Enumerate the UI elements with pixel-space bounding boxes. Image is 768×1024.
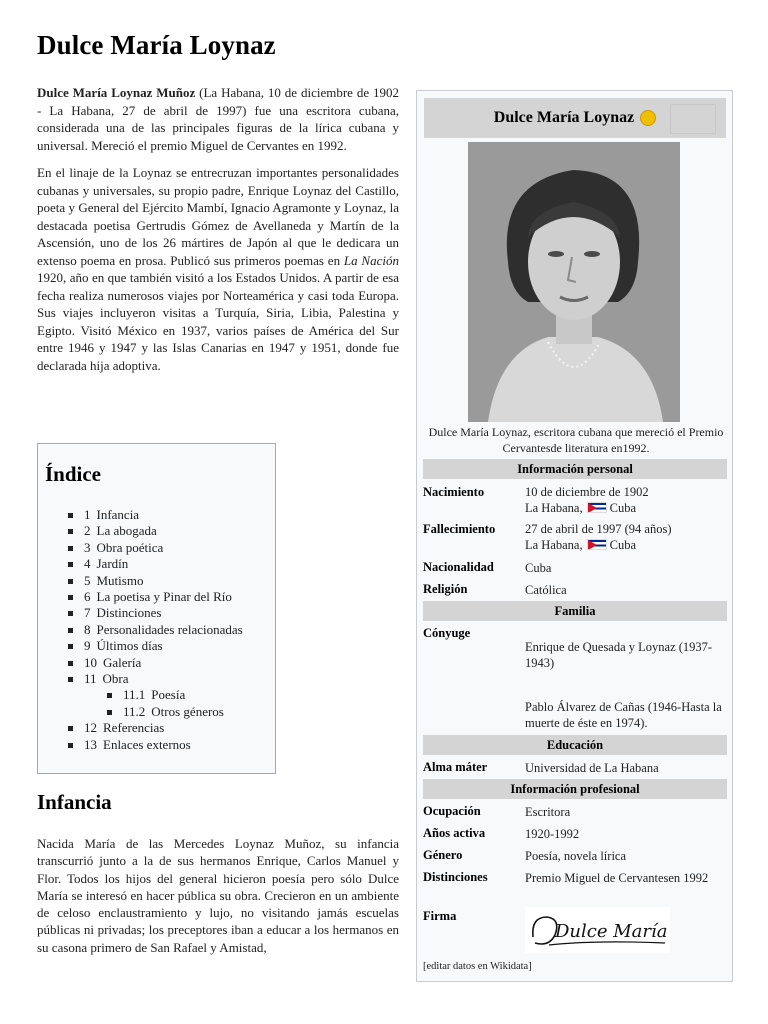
nacionalidad-label: Nacionalidad xyxy=(423,560,494,574)
toc-item-referencias[interactable] xyxy=(68,720,275,736)
conyuge-2[interactable]: Pablo Álvarez de Cañas (1946-Hasta la muerte de éste en 1974). xyxy=(525,700,722,731)
toc-number: 10 xyxy=(84,654,97,670)
fallecimiento-date: 27 de abril de 1997 (94 años) xyxy=(525,522,672,536)
intro-bold-name: Dulce María Loynaz Muñoz xyxy=(37,85,196,100)
genero-value[interactable]: Poesía, novela lírica xyxy=(525,849,627,863)
table-of-contents xyxy=(37,443,276,774)
toc-number: 9 xyxy=(84,638,91,654)
toc-sublist xyxy=(84,687,275,720)
signature-drawing xyxy=(525,907,670,953)
alma-mater-value[interactable]: Universidad de La Habana xyxy=(525,761,659,775)
toc-item-obra-poetica[interactable] xyxy=(68,540,275,556)
familia-header: Familia xyxy=(423,601,727,621)
infobox-title-bar xyxy=(424,98,726,138)
toc-label: Referencias xyxy=(103,720,165,736)
cuba-flag-icon xyxy=(587,502,607,513)
intro-text xyxy=(37,84,399,384)
fallecimiento-place-line xyxy=(525,537,725,553)
distinciones-value[interactable]: Premio Miguel de Cervantesen 1992 xyxy=(525,871,709,885)
infobox-title: Dulce María Loynaz xyxy=(493,109,635,126)
toc-number: 13 xyxy=(84,736,97,752)
intro-paragraph-2 xyxy=(37,164,399,374)
toc-number: 11 xyxy=(84,671,97,687)
toc-label: Otros géneros xyxy=(151,703,224,719)
section-text-infancia: Nacida María de las Mercedes Loynaz Muñoz, su infancia transcurrió junto a la de sus hermanos Enrique, Carlos Manuel y Flor. Todos los hijos del general hicieron poesía pero sólo Dulce María se interesó en hacer pública su obra. Crecieron en un ambiente de celoso enclaustramiento y lujo, no visitando jamás escuelas públicas ni privadas; los preceptores iban a educar a los hermanos en su casona primero de San Rafael y Amistad, xyxy=(37,836,399,955)
toc-label: Mutismo xyxy=(96,572,144,588)
distinciones-label: Distinciones xyxy=(423,870,488,884)
toc-item-ultimos-dias[interactable] xyxy=(68,638,275,654)
toc-label: Últimos días xyxy=(96,638,163,654)
la-nacion-link[interactable]: La Nación xyxy=(343,252,399,268)
toc-label: Obra poética xyxy=(96,539,164,555)
signature-image[interactable] xyxy=(525,907,670,953)
nacimiento-value xyxy=(525,484,725,517)
religion-value[interactable]: Católica xyxy=(525,583,567,597)
toc-label: La abogada xyxy=(96,523,157,539)
toc-number: 7 xyxy=(84,605,91,621)
toc-item-personalidades[interactable] xyxy=(68,622,275,638)
fallecimiento-place[interactable]: La Habana, xyxy=(525,538,583,553)
ocupacion-label: Ocupación xyxy=(423,804,481,818)
toc-number: 8 xyxy=(84,621,91,637)
fallecimiento-country[interactable]: Cuba xyxy=(609,538,636,553)
religion-label: Religión xyxy=(423,582,468,596)
intro-paragraph-1 xyxy=(37,84,399,154)
alma-mater-label: Alma máter xyxy=(423,760,488,774)
toc-item-enlaces-externos[interactable] xyxy=(68,737,275,753)
nacimiento-label: Nacimiento xyxy=(423,485,485,499)
toc-label: Jardín xyxy=(96,556,129,572)
toc-list xyxy=(45,507,275,753)
toc-label: Obra xyxy=(102,671,129,687)
toc-item-obra[interactable] xyxy=(68,671,275,720)
anos-activa-label: Años activa xyxy=(423,826,486,840)
ocupacion-value[interactable]: Escritora xyxy=(525,805,571,819)
conyuge-label: Cónyuge xyxy=(423,626,471,640)
firma-label: Firma xyxy=(423,909,457,923)
toc-item-poetisa-pinar[interactable] xyxy=(68,589,275,605)
toc-number: 11.2 xyxy=(123,703,146,719)
portrait-caption: Dulce María Loynaz, escritora cubana que mereció el Premio Cervantesde literatura en1992. xyxy=(428,425,724,455)
intro-p2-before: En el linaje de la Loynaz se entrecruzan importantes personalidades cubanas y universales, su propio padre, Enrique Loynaz del Castillo, poeta y General del Ejército Mambí, Ignacio Agramonte y Loynaz, la destacada poetisa Gertrudis Gómez de Avellaneda y Martín de la Ascensión, uno de los 26 mártires de Japón al que le dedicara un extenso poema en prosa. Publicó sus primeros poemas en xyxy=(37,165,399,268)
toc-label: Distinciones xyxy=(96,605,162,621)
featured-star-icon xyxy=(640,110,656,126)
genero-label: Género xyxy=(423,848,463,862)
toc-number: 3 xyxy=(84,539,91,555)
anos-activa-value: 1920-1992 xyxy=(525,827,580,841)
toc-label: La poetisa y Pinar del Río xyxy=(96,589,232,605)
toc-item-jardin[interactable] xyxy=(68,556,275,572)
fallecimiento-label: Fallecimiento xyxy=(423,522,496,536)
nacionalidad-value[interactable]: Cuba xyxy=(525,561,552,575)
toc-item-otros-generos[interactable] xyxy=(107,704,275,720)
cuba-flag-icon xyxy=(587,539,607,550)
toc-label: Enlaces externos xyxy=(103,736,191,752)
toc-label: Personalidades relacionadas xyxy=(96,621,243,637)
nacimiento-date: 10 de diciembre de 1902 xyxy=(525,485,649,499)
portrait-drawing xyxy=(468,142,680,422)
toc-heading: Índice xyxy=(45,462,102,486)
conyuge-1[interactable]: Enrique de Quesada y Loynaz (1937-1943) xyxy=(525,640,713,671)
book-watermark-icon xyxy=(670,104,716,134)
toc-item-la-abogada[interactable] xyxy=(68,523,275,539)
toc-item-galeria[interactable] xyxy=(68,655,275,671)
toc-number: 5 xyxy=(84,572,91,588)
intro-p2-after: 1920, año en que también visitó a los Estados Unidos. A partir de esa fecha realiza numerosos viajes por Norteamérica y casi toda Europa. Sus viajes incluyeron visitas a Turquía, Siria, Libia, Palestina y Egipto. Visitó México en 1937, varios países de América del Sur entre 1946 y 1947 y las Islas Canarias en 1947 y 1951, donde fue declarada hija adoptiva. xyxy=(37,270,399,373)
toc-number: 6 xyxy=(84,589,91,605)
toc-number: 1 xyxy=(84,507,91,522)
toc-number: 12 xyxy=(84,720,97,736)
infobox xyxy=(416,90,733,982)
toc-item-poesia[interactable] xyxy=(107,687,275,703)
toc-label: Galería xyxy=(103,654,142,670)
nacimiento-country[interactable]: Cuba xyxy=(609,501,636,516)
toc-number: 4 xyxy=(84,556,91,572)
page-title: Dulce María Loynaz xyxy=(37,30,276,60)
signature-text: Dulce María xyxy=(555,921,668,942)
toc-item-distinciones[interactable] xyxy=(68,605,275,621)
educacion-header: Educación xyxy=(423,735,727,755)
toc-item-mutismo[interactable] xyxy=(68,573,275,589)
toc-label: Infancia xyxy=(96,507,140,522)
toc-number: 2 xyxy=(84,523,91,539)
toc-label: Poesía xyxy=(151,687,186,703)
profesional-header: Información profesional xyxy=(423,779,727,799)
intro-p1-text: (La Habana, 10 de diciembre de 1902 - La Habana, 27 de abril de 1997) fue una escritora cubana, considerada una de las principales figuras de la lírica cubana y universal. Mereció el premio Miguel de Cervantes en 1992. xyxy=(37,85,399,153)
portrait-image[interactable] xyxy=(468,142,680,422)
fallecimiento-value xyxy=(525,521,725,554)
toc-number: 11.1 xyxy=(123,687,146,703)
nacimiento-place[interactable]: La Habana, xyxy=(525,501,583,516)
section-heading-infancia: Infancia xyxy=(37,790,112,814)
nacimiento-place-line xyxy=(525,500,725,516)
personal-info-header: Información personal xyxy=(423,459,727,479)
edit-wikidata-link[interactable]: [editar datos en Wikidata] xyxy=(423,961,532,972)
toc-item-infancia[interactable] xyxy=(68,507,275,523)
